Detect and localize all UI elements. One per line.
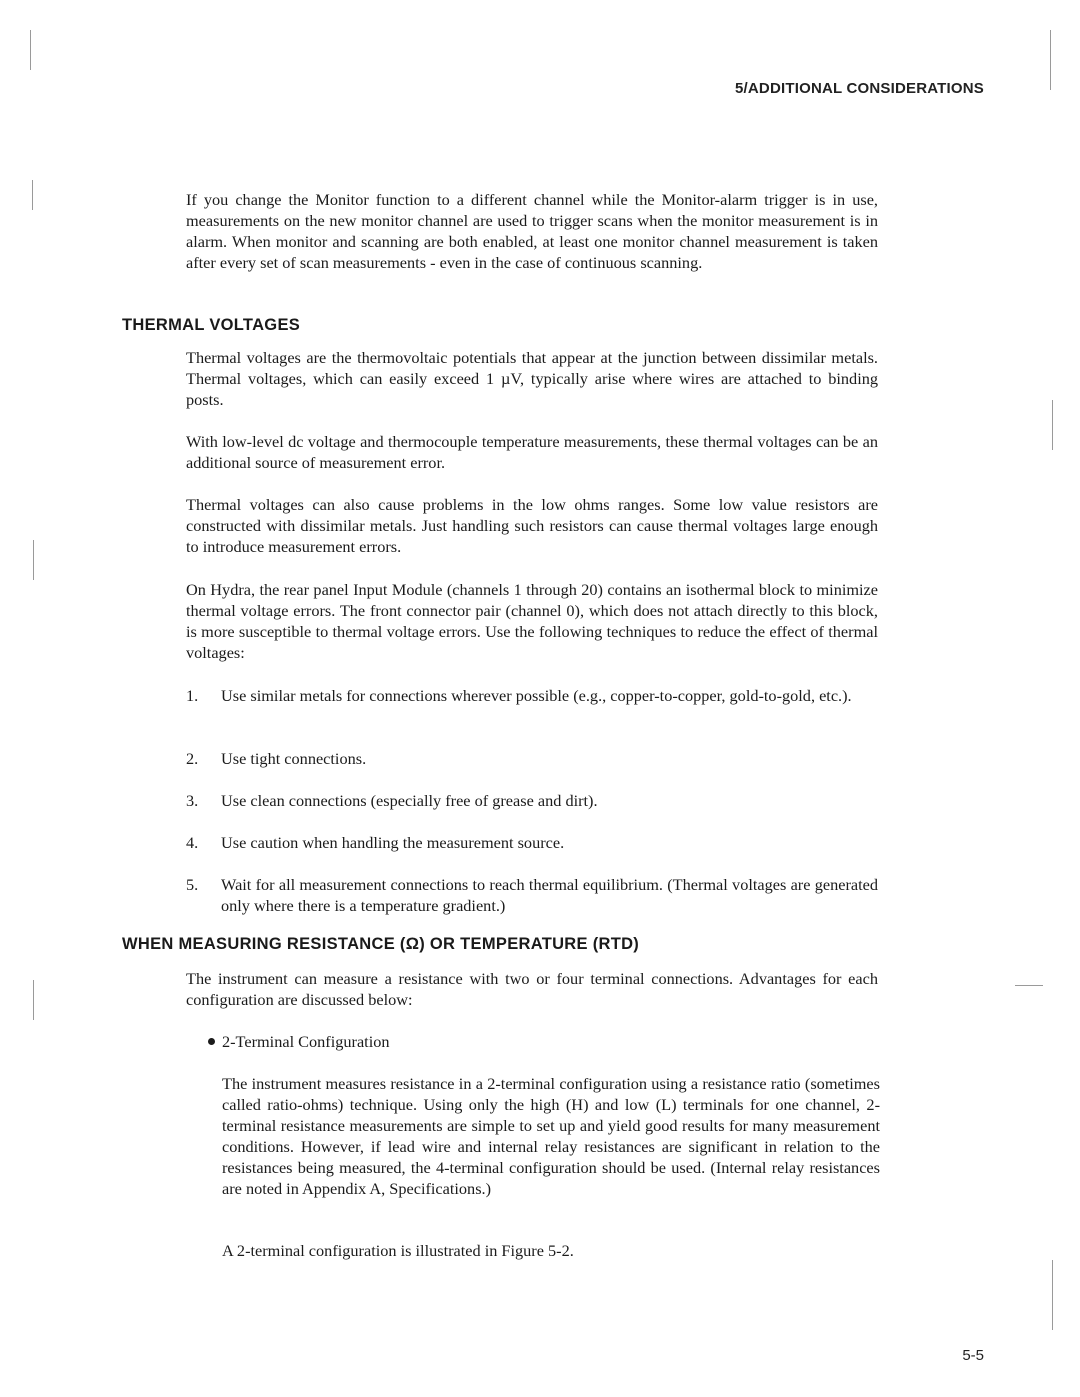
thermal-voltages-heading: THERMAL VOLTAGES bbox=[122, 316, 301, 334]
list-text: Wait for all measurement connections to reach thermal equilibrium. (Thermal voltages are generated only where there is a temperature gradient.) bbox=[221, 875, 878, 915]
list-text: Use similar metals for connections wherever possible (e.g., copper-to-copper, gold-to-gold, etc.). bbox=[221, 686, 852, 705]
list-number: 2. bbox=[186, 749, 199, 768]
scan-edge-mark bbox=[32, 180, 33, 210]
page-number: 5-5 bbox=[962, 1347, 984, 1364]
bullet-icon bbox=[208, 1038, 215, 1045]
list-text: Use caution when handling the measurement source. bbox=[221, 833, 565, 852]
scan-edge-mark bbox=[30, 30, 31, 70]
scan-edge-mark bbox=[1050, 30, 1051, 90]
section-header: 5/ADDITIONAL CONSIDERATIONS bbox=[734, 80, 984, 97]
figure-reference: A 2-terminal configuration is illustrated in Figure 5-2. bbox=[222, 1241, 574, 1260]
scan-edge-mark bbox=[33, 980, 34, 1020]
list-text: Use tight connections. bbox=[221, 749, 367, 768]
bullet-label: 2-Terminal Configuration bbox=[222, 1032, 390, 1051]
thermal-paragraph-2: With low-level dc voltage and thermocouple temperature measurements, these thermal voltages can be an additional source of measurement error. bbox=[186, 432, 878, 472]
scan-edge-mark bbox=[1052, 400, 1053, 450]
list-number: 4. bbox=[186, 833, 199, 852]
list-number: 1. bbox=[186, 686, 199, 705]
thermal-paragraph-1: Thermal voltages are the thermovoltaic potentials that appear at the junction between dissimilar metals. Thermal voltages, which can easily exceed 1 µV, typically arise where wires are attached to binding posts. bbox=[186, 348, 878, 409]
scan-edge-mark bbox=[1015, 985, 1043, 986]
two-terminal-paragraph: The instrument measures resistance in a 2-terminal configuration using a resistance ratio (sometimes called ratio-ohms) technique. Using only the high (H) and low (L) terminals for one channel, 2-terminal resistance measurements are simple to set up and yield good results for many measurement conditions. However, if lead wire and internal relay resistances are significant in relation to the resistances being measured, the 4-terminal configuration should be used. (Internal relay resistances are noted in Appendix A, Specifications.) bbox=[222, 1074, 880, 1198]
scan-edge-mark bbox=[33, 540, 34, 580]
scan-edge-mark bbox=[1052, 1260, 1053, 1330]
intro-paragraph: If you change the Monitor function to a different channel while the Monitor-alarm trigger is in use, measurements on the new monitor channel are used to trigger scans when the monitor measurement is in alarm. When monitor and scanning are both enabled, at least one monitor channel measurement is taken after every set of scan measurements - even in the case of continuous scanning. bbox=[186, 190, 878, 272]
resistance-heading: WHEN MEASURING RESISTANCE (Ω) OR TEMPERATURE (RTD) bbox=[122, 935, 640, 953]
thermal-paragraph-4: On Hydra, the rear panel Input Module (channels 1 through 20) contains an isothermal block to minimize thermal voltage errors. The front connector pair (channel 0), which does not attach directly to this block, is more susceptible to thermal voltage errors. Use the following techniques to reduce the effect of thermal voltages: bbox=[186, 580, 878, 662]
list-number: 3. bbox=[186, 791, 199, 810]
list-text: Use clean connections (especially free of grease and dirt). bbox=[221, 791, 598, 810]
resistance-intro: The instrument can measure a resistance with two or four terminal connections. Advantages for each configuration are discussed below: bbox=[186, 969, 878, 1009]
thermal-paragraph-3: Thermal voltages can also cause problems in the low ohms ranges. Some low value resistors are constructed with dissimilar metals. Just handling such resistors can cause thermal voltages large enough to introduce measurement errors. bbox=[186, 495, 878, 556]
list-number: 5. bbox=[186, 875, 199, 894]
